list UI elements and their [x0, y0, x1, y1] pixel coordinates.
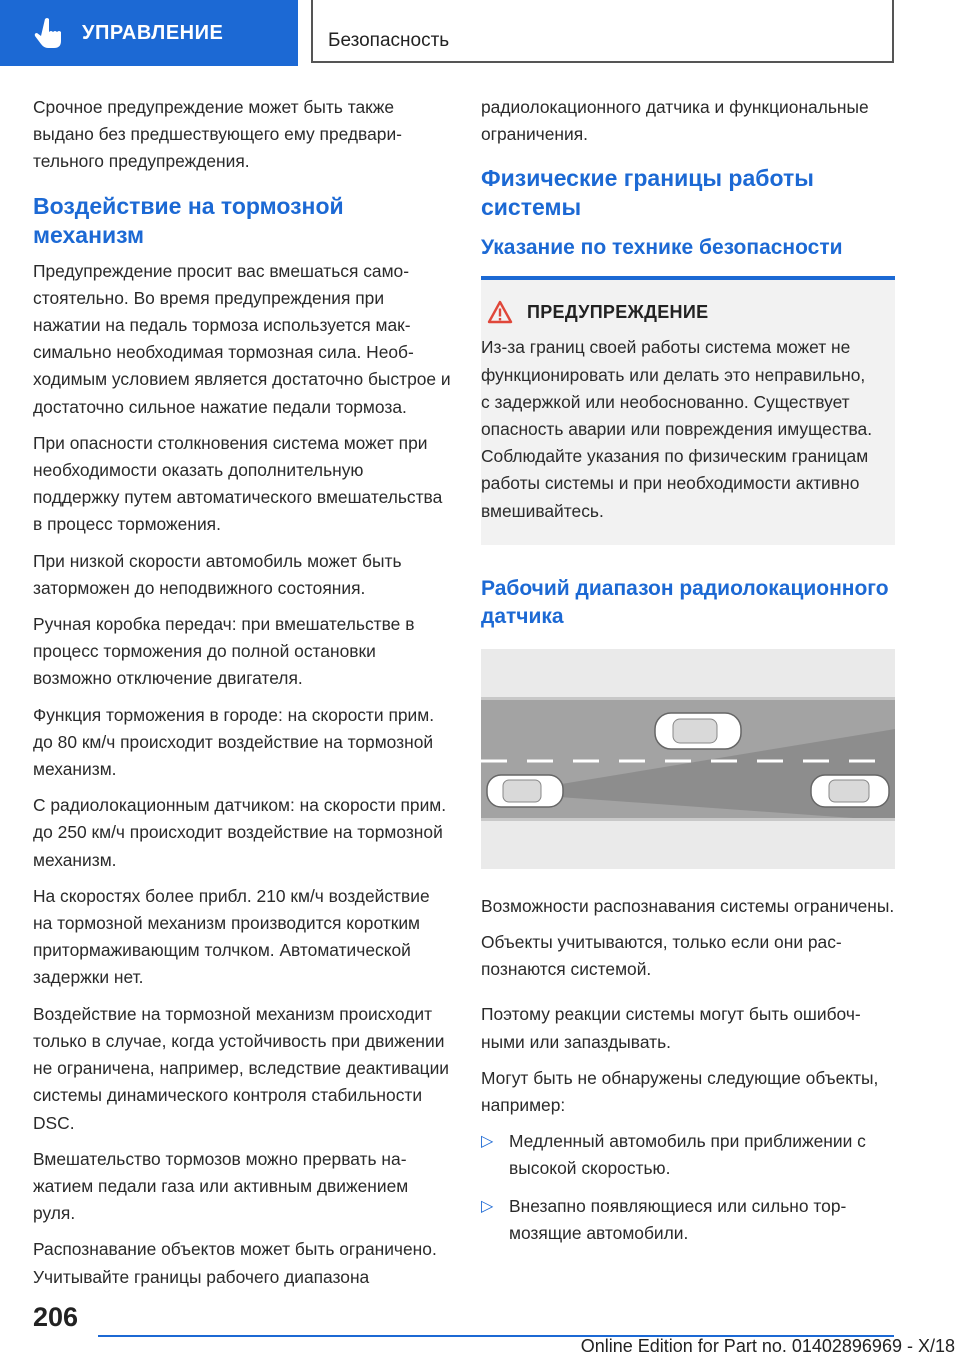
footer-edition: Online Edition for Part no. 01402896969 - X/18: [580, 1336, 955, 1356]
warning-title: ПРЕДУПРЕЖДЕНИЕ: [527, 301, 709, 322]
paragraph: Ручная коробка передач: при вмешательстве в процесс торможения до полной остановки возможно отключение двигателя.: [33, 614, 415, 689]
paragraph: радиолокационного датчика и функциональные ограничения.: [481, 97, 869, 145]
triangle-bullet-icon: ▷: [481, 1133, 494, 1151]
heading-radar-range: Рабочий диапазон радиолокационного датчика: [481, 576, 889, 628]
chapter-title: Безопасность: [328, 30, 450, 51]
car-icon: [655, 713, 741, 749]
paragraph: Объекты учитываются, только если они распознаются системой.: [481, 932, 842, 980]
warning-box: [481, 280, 895, 544]
chapter-header: [311, 0, 894, 63]
left-column: [33, 94, 451, 1300]
paragraph: С радиолокационным датчиком: на скорости прим. до 250 км/ч происходит воздействие на тормозной механизм.: [33, 795, 447, 870]
paragraph: При низкой скорости автомобиль может быть заторможен до неподвижного состояния.: [33, 550, 402, 598]
car-icon: [487, 775, 563, 807]
radar-range-illustration: [481, 649, 895, 869]
triangle-bullet-icon: ▷: [481, 1197, 494, 1215]
section-tab[interactable]: [0, 0, 298, 66]
page-number: 206: [33, 1302, 79, 1332]
paragraph: Вмешательство тормозов можно прервать нажатием педали газа или активным движением руля.: [33, 1148, 409, 1224]
list-item: [481, 1128, 895, 1182]
paragraph: При опасности столкновения система может при необходимости оказать дополнительную поддержку путем автоматического вмешательства в процесс торможения.: [33, 432, 443, 535]
right-column: [481, 94, 895, 1257]
heading-physical-limits: Физические границы работы системы: [481, 165, 814, 221]
warning-triangle-icon: [487, 300, 513, 324]
paragraph: На скоростях более прибл. 210 км/ч воздействие на тормозной механизм производится коротким притормаживающим толчком. Автоматической задержки нет.: [33, 885, 430, 988]
paragraph: Возможности распознавания системы ограничены.: [481, 895, 895, 916]
paragraph: Предупреждение просит вас вмешаться самостоятельно. Во время предупреждения при нажатии на педаль тормоза используется максимально необходимая тормозная сила. Необходимым условием является достаточно быстрое и достаточно сильное нажатие педали тормоза.: [33, 260, 451, 417]
paragraph: Поэтому реакции системы могут быть ошибочными или запаздывать.: [481, 1004, 861, 1052]
list-item-text: Внезапно появляющиеся или сильно тормозящие автомобили.: [509, 1195, 847, 1243]
heading-safety-note: Указание по технике безопасности: [481, 236, 843, 260]
section-title: УПРАВЛЕНИЕ: [82, 21, 224, 44]
paragraph: Распознавание объектов может быть ограничено. Учитывайте границы рабочего диапазона: [33, 1239, 437, 1287]
list-item-text: Медленный автомобиль при приближении с высокой скоростью.: [509, 1131, 866, 1179]
heading-brake-action: Воздействие на тормозной механизм: [33, 192, 344, 248]
paragraph: Воздействие на тормозной механизм происходит только в случае, когда устойчивость при движении не ограничена, например, вследствие деактивации системы динамического контроля стабильности DSC.: [33, 1003, 450, 1133]
paragraph: Могут быть не обнаружены следующие объекты, например:: [481, 1067, 879, 1116]
paragraph: Функция торможения в городе: на скорости прим. до 80 км/ч происходит воздействие на тормозной механизм.: [33, 704, 435, 780]
list-item: [481, 1193, 895, 1247]
car-icon: [811, 775, 889, 807]
warning-text: Из-за границ своей работы система может не функционировать или делать это неправильно, с задержкой или необоснованно. Существует опасность аварии или повреждения имущества. Соблюдайте указания по физическим границам работы системы и при необходимости активно вмешивайтесь.: [481, 337, 873, 521]
paragraph: Срочное предупреждение может быть также выдано без предшествующего ему предварительного предупреждения.: [33, 97, 402, 172]
warning-header: [481, 300, 877, 324]
hand-pointer-icon: [30, 13, 70, 53]
